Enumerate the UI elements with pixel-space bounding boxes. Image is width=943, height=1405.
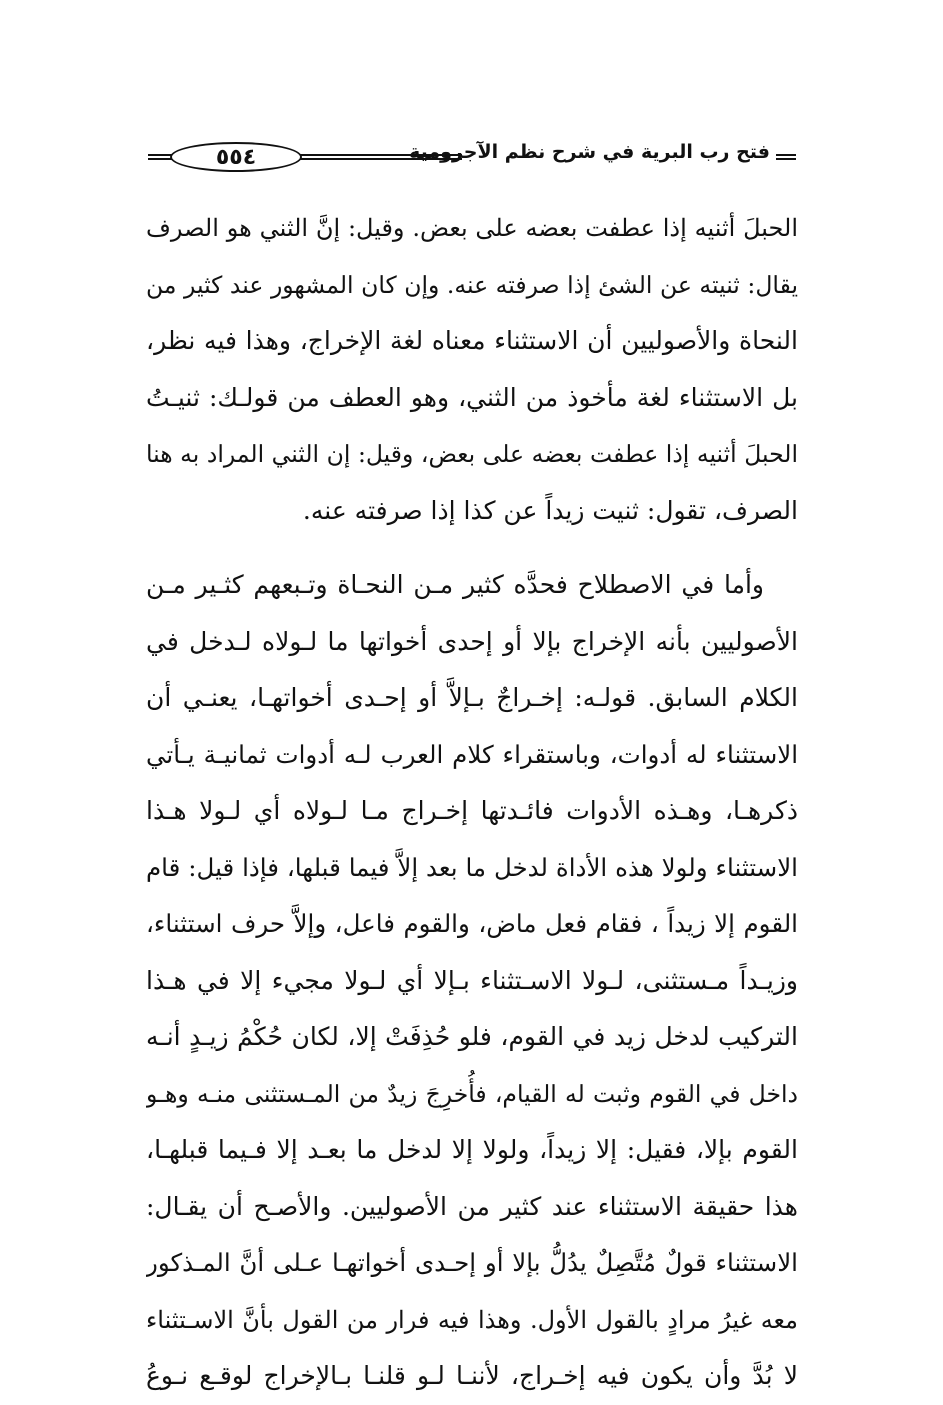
text-line: التركيب لدخل زيد في القوم، فلو حُذِفَتْ إلا، لكان حُكْمُ زيـدٍ أنـه [146, 1022, 798, 1051]
text-line: الاستثناء قولٌ مُتَّصِلٌ يدُلُّ بإلا أو إحـدى أخواتهـا عـلى أنَّ المـذكور [146, 1248, 798, 1277]
text-line: القوم إلا زيداً ، فقام فعل ماض، والقوم فاعل، وإلاَّ حرف استثناء، [146, 909, 798, 938]
page-body [146, 200, 798, 1405]
text-line: لا بُدَّ وأن يكون فيه إخـراج، لأننـا لـو قلنـا بـالإخراج لوقـع نـوعُ [146, 1361, 798, 1390]
text-line: القوم بإلا، فقيل: إلا زيداً، ولولا إلا لدخل ما بعـد إلا فـيما قبلهـا، [146, 1135, 798, 1164]
paragraph-gap [146, 539, 798, 557]
text-line: النحاة والأصوليين أن الاستثناء معناه لغة الإخراج، وهذا فيه نظر، [146, 326, 798, 355]
text-line: وأما في الاصطلاح فحدَّه كثير مـن النحـاة وتـبعهم كثـير مـن [146, 570, 764, 599]
text-line: الصرف، تقول: ثنيت زيداً عن كذا إذا صرفته عنه. [302, 495, 798, 525]
running-header [148, 140, 796, 174]
text-line: بل الاستثناء لغة مأخوذ من الثني، وهو العطف من قولـك: ثنيـتُ [146, 382, 798, 412]
text-line: الحبلَ أثنيه إذا عطفت بعضه على بعض، وقيل: إن الثني المراد به هنا [146, 440, 798, 468]
header-rule-left [148, 154, 172, 160]
text-line: الاستثناء له أدوات، وباستقراء كلام العرب لـه أدوات ثمانيـة يـأتي [146, 739, 798, 769]
paragraph-1 [146, 200, 798, 539]
text-line: ذكرهـا، وهـذه الأدوات فائـدتها إخـراج مـا لـولاه أي لـولا هـذا [146, 796, 798, 825]
text-line: الأصوليين بأنه الإخراج بإلا أو إحدى أخواتها ما لـولاه لـدخل في [146, 626, 798, 656]
page-number: ٥٥٤ [170, 142, 302, 172]
text-line: الكلام السابق. قولـه: إخـراجٌ بـإلاَّ أو إحـدى أخواتهـا، يعنـي أن [146, 683, 798, 712]
text-line: هذا حقيقة الاستثناء عند كثير من الأصوليين. والأصـح أن يقـال: [146, 1191, 798, 1221]
text-line: داخل في القوم وثبت له القيام، فأُخرِجَ زيدٌ من المـستثنى منـه وهـو [146, 1079, 798, 1108]
text-line: الاستثناء ولولا هذه الأداة لدخل ما بعد إلاَّ فيما قبلها، فإذا قيل: قام [146, 852, 798, 882]
paragraph-2 [146, 557, 798, 1405]
text-line: معه غيرُ مرادٍ بالقول الأول. وهذا فيه فرار من القول بأنَّ الاسـتثناء [146, 1305, 798, 1334]
text-line: وزيـداً مـستثنى، لـولا الاسـتثناء بـإلا أي لـولا مجيء إلا في هـذا [146, 965, 798, 995]
running-title: فتح رب البرية في شرح نظم الآجرومية [409, 141, 770, 163]
text-line: يقال: ثنيته عن الشئ إذا صرفته عنه. وإن كان المشهور عند كثير من [146, 270, 798, 299]
text-line: الحبلَ أثنيه إذا عطفت بعضه على بعض. وقيل: إنَّ الثني هو الصرف [146, 214, 798, 242]
header-rule-right [776, 154, 796, 160]
